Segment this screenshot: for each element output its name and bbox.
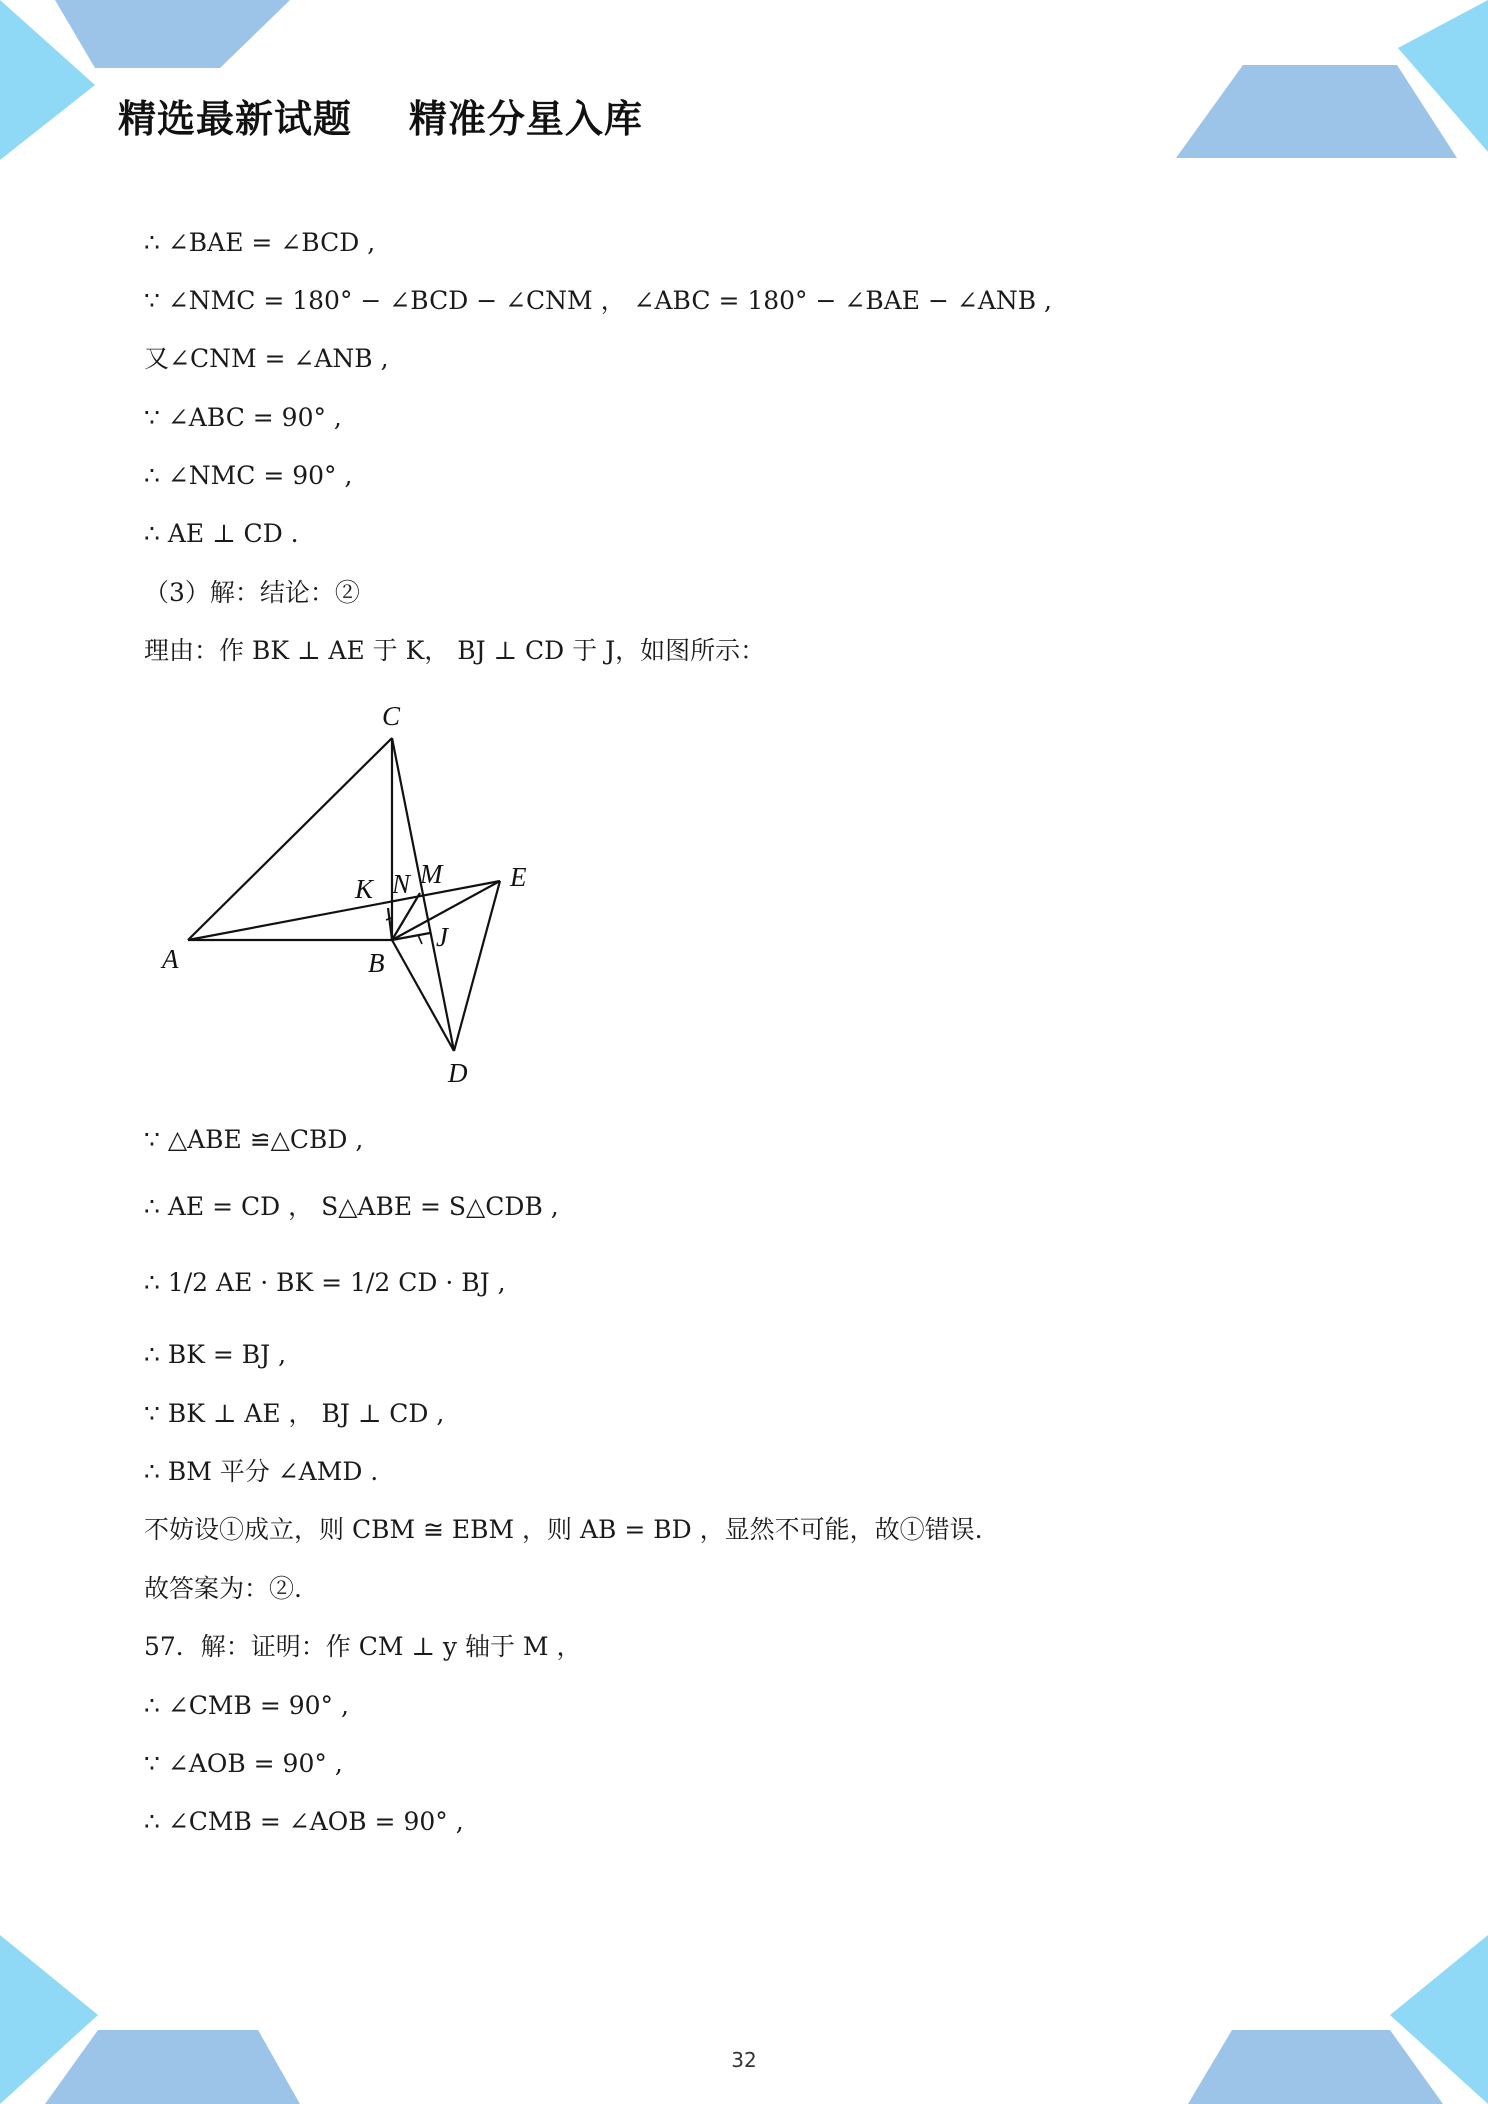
segment-AE (188, 881, 500, 940)
proof-line: ∴ BK = BJ , (144, 1340, 287, 1369)
proof-line: ∴ BM 平分 ∠AMD . (144, 1457, 379, 1486)
proof-line: ∵ ∠ABC = 90° , (144, 403, 342, 432)
reason-line: 理由：作 BK ⊥ AE 于 K， BJ ⊥ CD 于 J，如图所示： (144, 636, 766, 665)
answer-line: 故答案为：②. (144, 1574, 302, 1603)
geometry-figure (150, 692, 570, 1102)
solution-heading: （3）解：结论：② (144, 578, 360, 607)
proof-line: ∵ ∠AOB = 90° , (144, 1749, 343, 1778)
proof-line: ∴ ∠BAE = ∠BCD , (144, 228, 376, 257)
label-K: K (355, 874, 374, 904)
label-J: J (436, 922, 448, 952)
proof-line: ∴ ∠CMB = 90° , (144, 1691, 349, 1720)
proof-line: ∴ ∠CMB = ∠AOB = 90° , (144, 1807, 464, 1836)
label-A: A (162, 944, 179, 974)
label-B: B (368, 948, 385, 978)
proof-line: 不妨设①成立，则 CBM ≅ EBM ，则 AB = BD ，显然不可能，故①错误. (144, 1515, 983, 1544)
label-D: D (448, 1058, 468, 1088)
label-C: C (382, 701, 401, 731)
header-title: 精选最新试题 精准分星入库 (118, 97, 643, 141)
proof-line: ∵ ∠NMC = 180° − ∠BCD − ∠CNM ， ∠ABC = 180° − ∠BAE − ∠ANB , (144, 286, 1053, 315)
proof-line: ∴ 1/2 AE · BK = 1/2 CD · BJ , (144, 1268, 506, 1297)
proof-line: ∵ △ABE ≌△CBD , (144, 1125, 364, 1154)
page-number: 32 (731, 2048, 757, 2072)
top-right-trapezoid (1176, 65, 1457, 158)
proof-line: ∴ AE = CD ， S△ABE = S△CDB , (144, 1192, 559, 1221)
label-M: M (420, 859, 443, 889)
problem-heading: 57．解：证明：作 CM ⊥ y 轴于 M ， (144, 1632, 582, 1661)
right-angle-J (418, 935, 422, 944)
proof-line: ∵ BK ⊥ AE ， BJ ⊥ CD , (144, 1399, 445, 1428)
top-left-trapezoid (55, 0, 290, 68)
label-N: N (392, 869, 411, 899)
proof-line: ∴ AE ⊥ CD . (144, 519, 299, 548)
proof-line: 又∠CNM = ∠ANB , (144, 344, 389, 373)
label-E: E (510, 862, 527, 892)
segment-AC (188, 738, 392, 940)
segment-BD (392, 940, 454, 1051)
segment-ED (454, 881, 500, 1051)
proof-line: ∴ ∠NMC = 90° , (144, 461, 353, 490)
